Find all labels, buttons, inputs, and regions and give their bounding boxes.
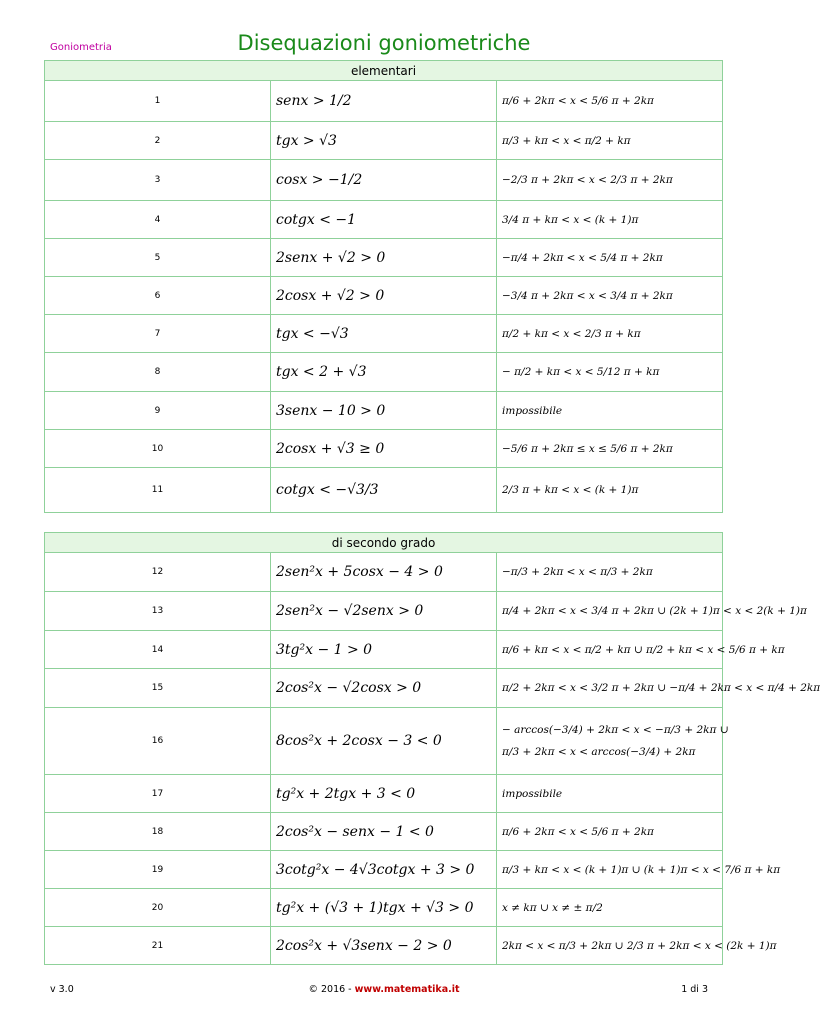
table-elementari <box>44 60 723 513</box>
row-number: 3 <box>45 160 271 201</box>
row-number: 12 <box>45 553 271 592</box>
inequality-cell: 3cotg²x − 4√3cotgx + 3 > 0 <box>271 851 497 889</box>
table-row <box>45 669 723 708</box>
solution-cell: π/2 + kπ < x < 2/3 π + kπ <box>497 315 723 353</box>
inequality-cell: 3tg²x − 1 > 0 <box>271 631 497 669</box>
copyright-line <box>0 984 768 995</box>
inequality-cell: cotgx < −1 <box>271 201 497 239</box>
table-row <box>45 239 723 277</box>
inequality-cell: 2cos²x + √3senx − 2 > 0 <box>271 927 497 965</box>
solution-cell: x ≠ kπ ∪ x ≠ ± π/2 <box>497 889 723 927</box>
inequality-cell: tgx < −√3 <box>271 315 497 353</box>
table-row <box>45 851 723 889</box>
table-row <box>45 430 723 468</box>
table-row <box>45 122 723 160</box>
section-heading-secondo-grado: di secondo grado <box>45 533 723 553</box>
table-row <box>45 277 723 315</box>
solution-cell: impossibile <box>497 392 723 430</box>
inequality-cell: cotgx < −√3/3 <box>271 468 497 513</box>
row-number: 8 <box>45 353 271 392</box>
row-number: 15 <box>45 669 271 708</box>
solution-cell: π/6 + 2kπ < x < 5/6 π + 2kπ <box>497 813 723 851</box>
inequality-cell: 3senx − 10 > 0 <box>271 392 497 430</box>
inequality-cell: 8cos²x + 2cosx − 3 < 0 <box>271 708 497 775</box>
solution-cell: π/2 + 2kπ < x < 3/2 π + 2kπ ∪ −π/4 + 2kπ < x < π/4 + 2kπ <box>497 669 723 708</box>
table-row <box>45 468 723 513</box>
table-row <box>45 631 723 669</box>
row-number: 14 <box>45 631 271 669</box>
page-title: Disequazioni goniometriche <box>237 31 531 55</box>
row-number: 17 <box>45 775 271 813</box>
inequality-cell: 2sen²x + 5cosx − 4 > 0 <box>271 553 497 592</box>
table-row <box>45 201 723 239</box>
solution-cell: −π/3 + 2kπ < x < π/3 + 2kπ <box>497 553 723 592</box>
solution-cell: −5/6 π + 2kπ ≤ x ≤ 5/6 π + 2kπ <box>497 430 723 468</box>
solution-cell <box>497 708 729 775</box>
solution-cell: π/3 + kπ < x < (k + 1)π ∪ (k + 1)π < x < 7/6 π + kπ <box>497 851 723 889</box>
row-number: 10 <box>45 430 271 468</box>
solution-cell: π/6 + kπ < x < π/2 + kπ ∪ π/2 + kπ < x < 5/6 π + kπ <box>497 631 723 669</box>
table-row <box>45 708 723 775</box>
inequality-cell: tgx < 2 + √3 <box>271 353 497 392</box>
version-label: v 3.0 <box>50 984 74 995</box>
solution-cell: −3/4 π + 2kπ < x < 3/4 π + 2kπ <box>497 277 723 315</box>
solution-cell: 3/4 π + kπ < x < (k + 1)π <box>497 201 723 239</box>
table-secondo-grado <box>44 532 820 965</box>
inequality-cell: senx > 1/2 <box>271 81 497 122</box>
row-number: 20 <box>45 889 271 927</box>
row-number: 11 <box>45 468 271 513</box>
solution-cell: −2/3 π + 2kπ < x < 2/3 π + 2kπ <box>497 160 723 201</box>
table-row <box>45 81 723 122</box>
row-number: 2 <box>45 122 271 160</box>
inequality-cell: 2cosx + √2 > 0 <box>271 277 497 315</box>
table-row <box>45 775 723 813</box>
solution-cell: π/4 + 2kπ < x < 3/4 π + 2kπ ∪ (2k + 1)π < x < 2(k + 1)π <box>497 592 723 631</box>
row-number: 9 <box>45 392 271 430</box>
row-number: 7 <box>45 315 271 353</box>
copyright-text: © 2016 - <box>308 984 355 995</box>
row-number: 5 <box>45 239 271 277</box>
inequality-cell: tgx > √3 <box>271 122 497 160</box>
solution-line: π/3 + 2kπ < x < arccos(−3/4) + 2kπ <box>502 746 696 758</box>
row-number: 6 <box>45 277 271 315</box>
row-number: 16 <box>45 708 271 775</box>
inequality-cell: 2cosx + √3 ≥ 0 <box>271 430 497 468</box>
table-row <box>45 353 723 392</box>
inequality-cell: 2senx + √2 > 0 <box>271 239 497 277</box>
inequality-cell: 2sen²x − √2senx > 0 <box>271 592 497 631</box>
table-row <box>45 553 723 592</box>
row-number: 13 <box>45 592 271 631</box>
section-label: Goniometria <box>50 42 112 53</box>
table-row <box>45 392 723 430</box>
table-row <box>45 160 723 201</box>
solution-cell: −π/4 + 2kπ < x < 5/4 π + 2kπ <box>497 239 723 277</box>
inequality-cell: tg²x + (√3 + 1)tgx + √3 > 0 <box>271 889 497 927</box>
table-row <box>45 927 723 965</box>
page-number: 1 di 3 <box>681 984 708 995</box>
solution-cell: π/3 + kπ < x < π/2 + kπ <box>497 122 723 160</box>
row-number: 1 <box>45 81 271 122</box>
solution-cell: π/6 + 2kπ < x < 5/6 π + 2kπ <box>497 81 723 122</box>
solution-cell: − π/2 + kπ < x < 5/12 π + kπ <box>497 353 723 392</box>
solution-cell: 2kπ < x < π/3 + 2kπ ∪ 2/3 π + 2kπ < x < (2k + 1)π <box>497 927 723 965</box>
inequality-cell: tg²x + 2tgx + 3 < 0 <box>271 775 497 813</box>
table-row <box>45 592 723 631</box>
solution-cell: impossibile <box>497 775 723 813</box>
site-link[interactable]: www.matematika.it <box>354 984 460 995</box>
row-number: 18 <box>45 813 271 851</box>
table-row <box>45 315 723 353</box>
inequality-cell: cosx > −1/2 <box>271 160 497 201</box>
solution-line: − arccos(−3/4) + 2kπ < x < −π/3 + 2kπ ∪ <box>502 724 729 736</box>
table-row <box>45 813 723 851</box>
inequality-cell: 2cos²x − senx − 1 < 0 <box>271 813 497 851</box>
section-heading-elementari: elementari <box>45 61 723 81</box>
row-number: 21 <box>45 927 271 965</box>
solution-cell: 2/3 π + kπ < x < (k + 1)π <box>497 468 723 513</box>
table-row <box>45 889 723 927</box>
row-number: 4 <box>45 201 271 239</box>
inequality-cell: 2cos²x − √2cosx > 0 <box>271 669 497 708</box>
row-number: 19 <box>45 851 271 889</box>
